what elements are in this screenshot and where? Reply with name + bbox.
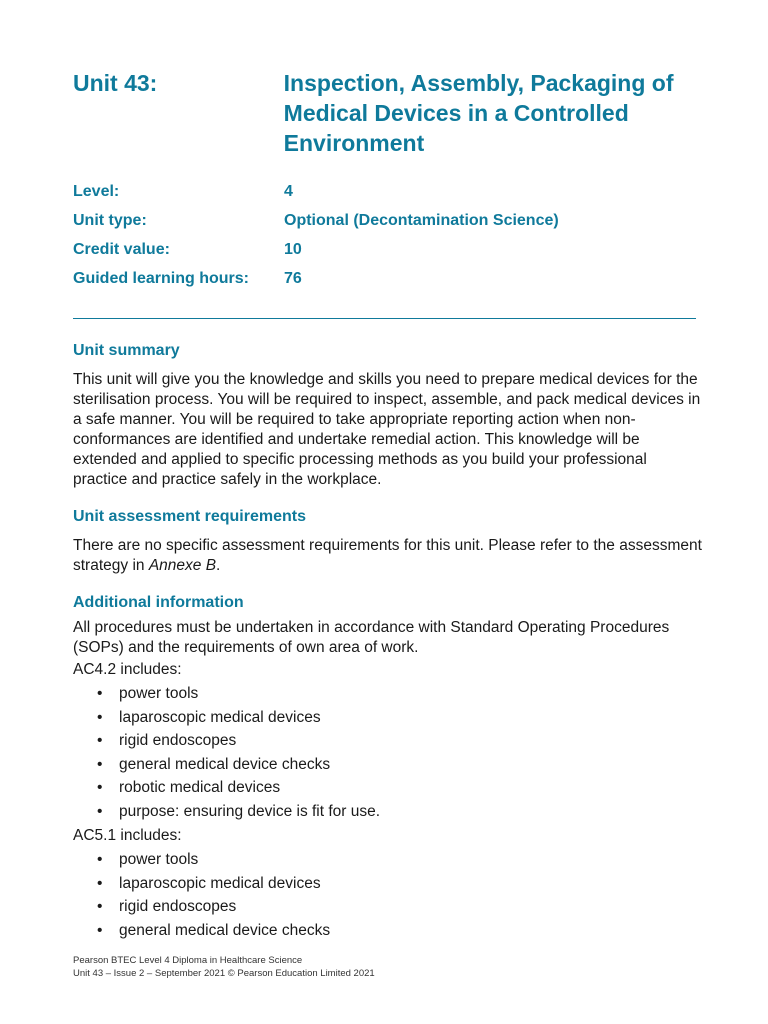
additional-text: All procedures must be undertaken in accordance with Standard Operating Procedures (SOPs) and the requirements of own area of work. (73, 619, 670, 656)
meta-row-type (73, 209, 559, 238)
meta-row-level (73, 180, 559, 209)
unit-title: Inspection, Assembly, Packaging of Medical Devices in a Controlled Environment (283, 70, 674, 156)
divider (73, 318, 696, 319)
meta-row-credit (73, 238, 559, 267)
meta-value: 10 (284, 241, 302, 258)
meta-key: Unit type: (73, 212, 147, 229)
list-item: • power tools (119, 848, 703, 872)
list-item: • purpose: ensuring device is fit for use. (119, 800, 703, 824)
summary-text: This unit will give you the knowledge and skills you need to prepare medical devices for the sterilisation process. You will be required to inspect, assemble, and pack medical devices in a safe manner. You will be required to take appropriate reporting action when non-conformances are identified and undertake remedial action. This knowledge will be extended and applied to specific processing methods as you build your professional practice and practice safely in the workplace. (73, 371, 701, 488)
list-item: • robotic medical devices (119, 776, 703, 800)
unit-body (73, 340, 703, 945)
assessment-section (73, 506, 703, 576)
meta-value: Optional (Decontamination Science) (284, 212, 559, 229)
assessment-text (73, 536, 703, 576)
meta-key: Level: (73, 183, 120, 200)
meta-key: Credit value: (73, 241, 170, 258)
summary-section (73, 340, 703, 490)
meta-value: 4 (284, 183, 293, 200)
list-item: • rigid endoscopes (119, 895, 703, 919)
meta-value: 76 (284, 270, 302, 287)
footer-line: Unit 43 – Issue 2 – September 2021 © Pearson Education Limited 2021 (73, 968, 375, 979)
ac51-intro: AC5.1 includes: (73, 827, 182, 844)
additional-section (73, 592, 703, 942)
ac42-list (73, 682, 703, 823)
list-item: • laparoscopic medical devices (119, 706, 703, 730)
assessment-text-end: . (216, 557, 221, 574)
list-item: • general medical device checks (119, 753, 703, 777)
unit-header (73, 68, 703, 158)
page-footer (73, 954, 375, 980)
ac42-intro: AC4.2 includes: (73, 661, 182, 678)
list-item: • laparoscopic medical devices (119, 872, 703, 896)
section-heading: Additional information (73, 594, 244, 611)
meta-key: Guided learning hours: (73, 270, 250, 287)
ac51-list (73, 848, 703, 942)
unit-meta (73, 180, 559, 296)
unit-number: Unit 43: (73, 70, 158, 96)
list-item: • rigid endoscopes (119, 729, 703, 753)
section-heading: Unit assessment requirements (73, 508, 306, 525)
meta-row-glh (73, 267, 559, 296)
list-item: • general medical device checks (119, 919, 703, 943)
section-heading: Unit summary (73, 342, 180, 359)
footer-line: Pearson BTEC Level 4 Diploma in Healthcare Science (73, 955, 303, 966)
list-item: • power tools (119, 682, 703, 706)
annexe-reference: Annexe B (148, 557, 217, 574)
assessment-text-main: There are no specific assessment requirements for this unit. Please refer to the assessment strategy in (73, 537, 702, 574)
